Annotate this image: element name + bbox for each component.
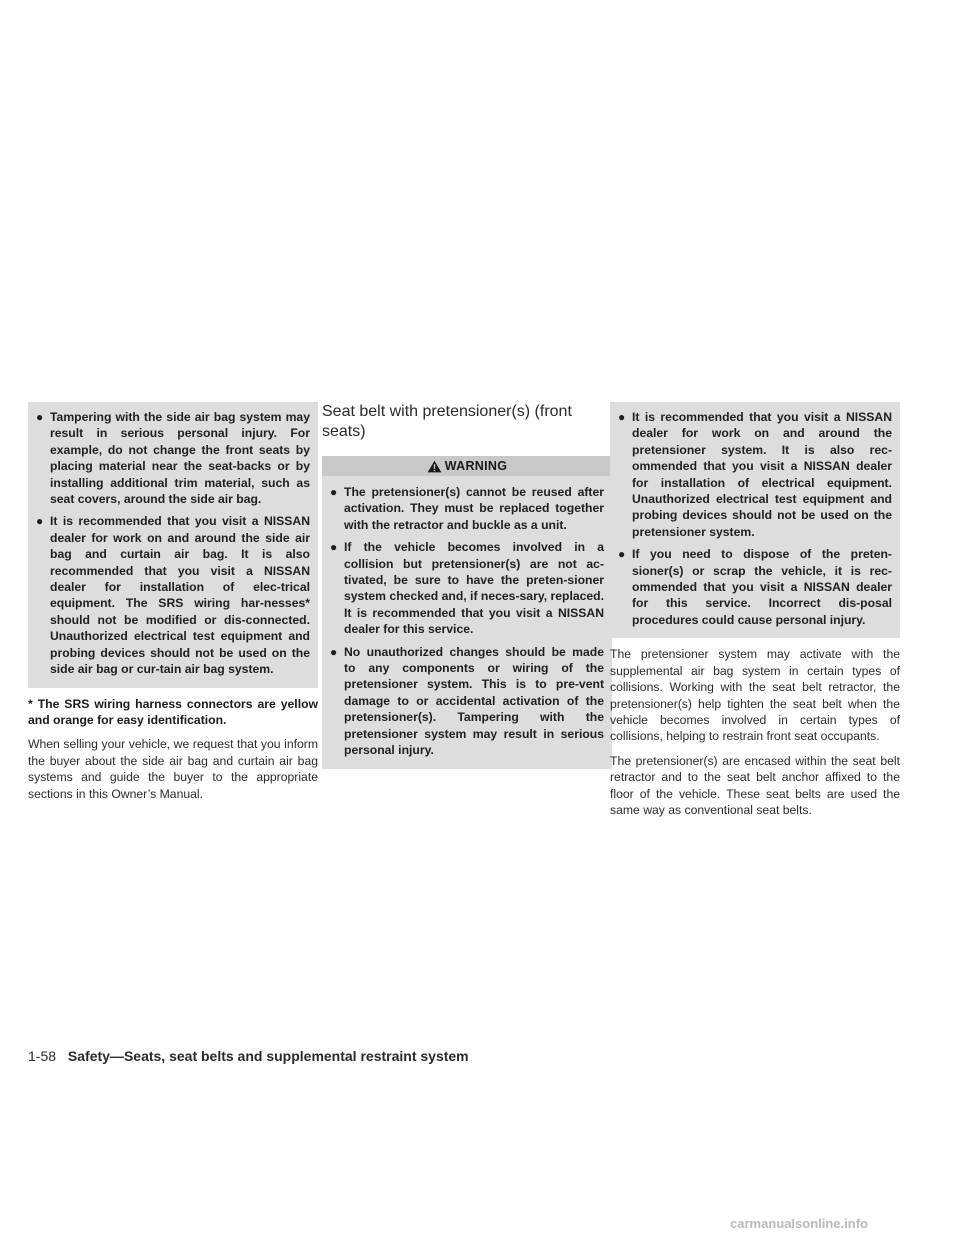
warning-text: It is recommended that you visit a NISSAN dealer for work on and around the pretensioner system. It is also rec-ommended that you visit a NISSAN dealer for installation of electrical equipment. Unauthorized electrical test equipment and probing devices should not be used on the pretensioner system. [632,410,892,539]
warning-box-continued [610,402,900,638]
page-footer [28,1048,469,1064]
page-number: 1-58 [28,1048,57,1064]
warning-item [330,484,604,533]
warning-text: No unauthorized changes should be made to any components or wiring of the pretensioner system. This is to pre-vent damage to or accidental activation of the pretensioner(s). Tampering with the pretensioner system may result in serious personal injury. [344,644,604,758]
pretensioner-paragraph: The pretensioner system may activate with the supplemental air bag system in certain types of collisions. Working with the seat belt retractor, the pretensioner(s) help tighten the seat belt when the vehicle becomes involved in certain types of collisions, helping to restrain front seat occupants. [610,647,900,744]
bullet: ● [618,410,626,424]
warning-item [330,644,604,759]
warning-box-side-airbag [28,402,318,688]
column-middle [322,402,612,769]
warning-text: It is recommended that you visit a NISSAN dealer for work on and around the side air bag and curtain air bag. It is also recommended that you visit a NISSAN dealer for installation of elec-trical equipment. The SRS wiring har-nesses* should not be modified or dis-connected. Unauthorized electrical test equipment and probing devices should not be used on the side air bag or cur-tain air bag system. [50,514,310,677]
bullet: ● [330,540,338,555]
wiring-note: * The SRS wiring harness connectors are yellow and orange for easy identification. [28,696,318,727]
section-title: Safety—Seats, seat belts and supplemental restraint system [67,1048,469,1064]
selling-paragraph: When selling your vehicle, we request that you inform the buyer about the side air bag and curtain air bag systems and guide the buyer to the appropriate sections in this Owner’s Manual. [28,737,318,801]
bullet: ● [330,644,338,659]
bullet: ● [36,410,44,424]
column-right [610,402,900,818]
warning-item [618,546,892,628]
bullet: ● [618,547,626,562]
warning-text: If you need to dispose of the preten-sioner(s) or scrap the vehicle, it is rec-ommended that you visit a NISSAN dealer for this service. Incorrect dis-posal procedures could cause personal injury. [632,547,892,627]
warning-item [36,409,310,507]
warning-triangle-icon [427,460,442,473]
warning-item [36,513,310,677]
watermark: carmanualsonline.info [730,1216,868,1231]
warning-text: Tampering with the side air bag system may result in serious personal injury. For example, do not change the front seats by placing material near the seat-backs or by installing additional trim material, such as seat covers, around the side air bag. [50,410,310,507]
warning-text: If the vehicle becomes involved in a collision but pretensioner(s) are not ac-tivated, be sure to have the preten-sioner system checked and, if neces-sary, replaced. It is recommended that you visit a NISSAN dealer for this service. [344,540,604,637]
section-heading: Seat belt with pretensioner(s) (front seats) [322,403,572,440]
column-left [28,402,318,802]
warning-item [330,539,604,637]
bullet: ● [330,485,338,499]
bullet: ● [36,514,44,529]
warning-header [322,456,612,476]
warning-item [618,409,892,540]
pretensioner-paragraph: The pretensioner(s) are encased within the seat belt retractor and to the seat belt anchor affixed to the floor of the vehicle. These seat belts are used the same way as conventional seat belts. [610,753,900,817]
warning-box-pretensioner [322,456,612,769]
warning-text: The pretensioner(s) cannot be reused after activation. They must be replaced together with the retractor and buckle as a unit. [344,485,604,532]
warning-label: WARNING [444,459,508,473]
